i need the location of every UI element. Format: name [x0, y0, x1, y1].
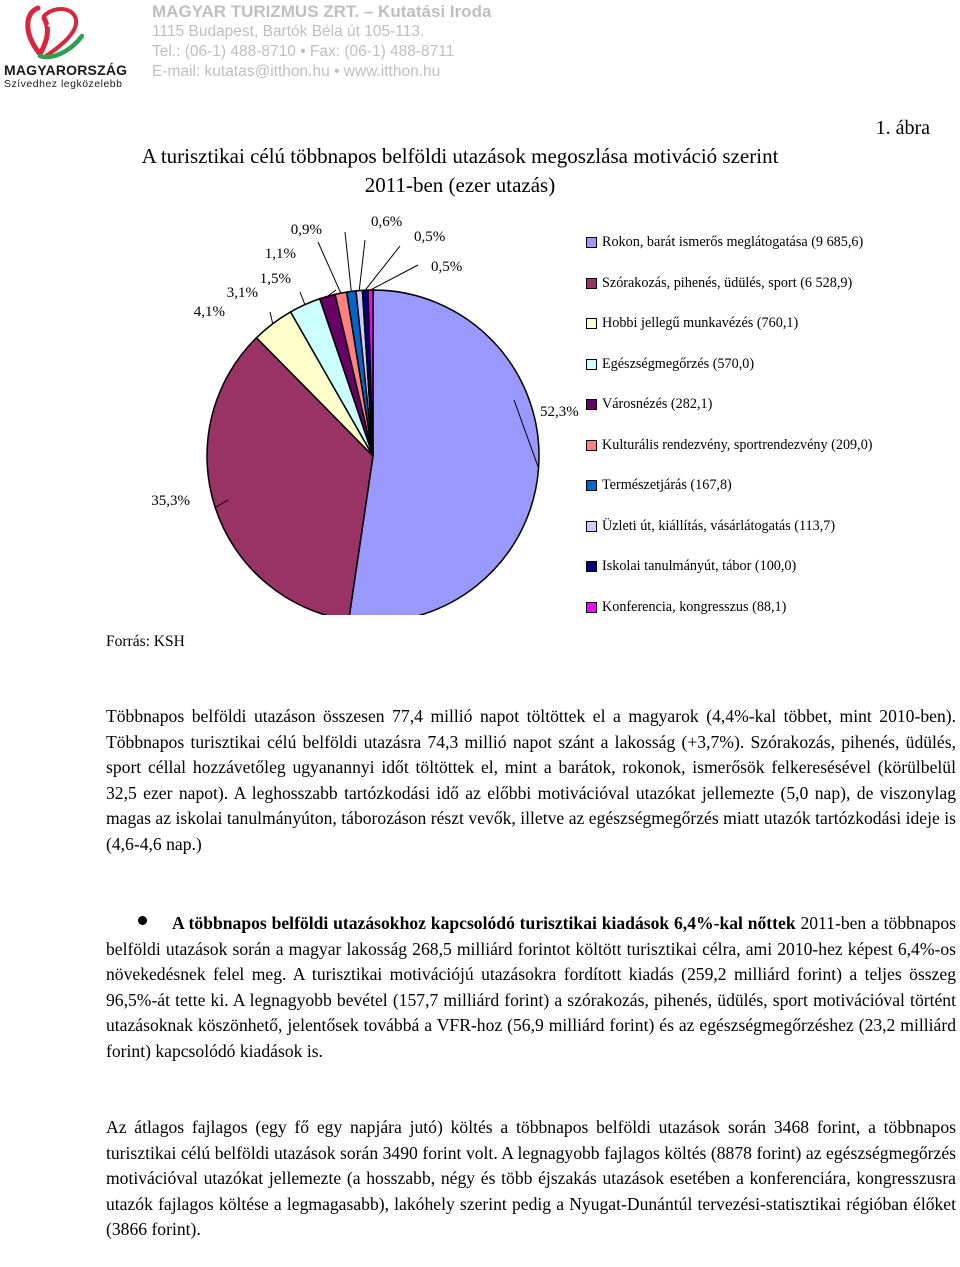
slice-percent-label: 0,5%: [431, 259, 463, 275]
leader-line: [359, 240, 365, 291]
paragraph-days: Többnapos belföldi utazáson összesen 77,4 millió napot töltöttek el a magyarok (4,4%-kal többet, mint 2010-ben). Többnapos turisztikai célú belföldi utazásra 74,3 millió napot szánt a lakosság (+3,7%). Szórakozás, pihenés, üdülés, sport céllal hozzávetőleg ugyanannyi időt töltöttek el, mint a barátok, rokonok, ismerősök felkeresésével (körülbelül 32,5 ezer napot). A leghosszabb tartózkodási idő az előbbi motivációval utazókat jellemezte (5,0 nap), de viszonylag magas az iskolai tanulmányúton, táborozáson részt vevők, illetve az egészségmegőrzés miatt utazók tartózkodási ideje is (4,6-4,6 nap.): [106, 706, 956, 854]
legend-swatch: [586, 399, 597, 410]
contact-block: [152, 2, 491, 82]
paragraph-spending-body: 2011-ben a többnapos belföldi utazások során a magyar lakosság 268,5 milliárd forintot költött turisztikai célra, ami 2010-hez képest 6,4%-os növekedésnek felel meg. A turisztikai motivációjú utazásokra fordított kiadás (259,2 milliárd forint) a teljes összeg 96,5%-át tette ki. A legnagyobb bevétel (157,7 milliárd forint) a szórakozás, pihenés, üdülés, sport motivációval történt utazásoknak köszönhető, jelentősek továbbá a VFR-hoz (56,9 milliárd forint) és az egészségmegőrzéshez (23,2 milliárd forint) kapcsolódó kiadások is.: [106, 913, 956, 1061]
figure-number: 1. ábra: [875, 117, 930, 139]
leader-line: [345, 232, 351, 291]
legend-swatch: [586, 237, 597, 248]
legend-swatch: [586, 278, 597, 289]
slice-percent-label: 52,3%: [540, 404, 579, 420]
legend-label: Hobbi jellegű munkavézés (760,1): [602, 315, 799, 331]
paragraph-spending-heading: A többnapos belföldi utazásokhoz kapcsolódó turisztikai kiadások 6,4%-kal nőttek: [172, 913, 796, 933]
legend-label: Egészségmegőrzés (570,0): [602, 355, 755, 372]
organization-name: MAGYAR TURIZMUS ZRT. – Kutatási Iroda: [152, 2, 492, 21]
document-header: [0, 0, 960, 95]
logo-tagline: Szívedhez legközelebb: [4, 78, 123, 90]
phone-line: Tel.: (06-1) 488-8710 • Fax: (06-1) 488-8711: [152, 43, 455, 60]
legend-label: Természetjárás (167,8): [602, 477, 732, 493]
legend-swatch: [586, 521, 597, 532]
leader-line: [318, 242, 341, 293]
leader-line: [300, 292, 305, 305]
slice-percent-label: 4,1%: [193, 304, 225, 320]
legend-label: Rokon, barát ismerős meglátogatása (9 685,6): [602, 234, 864, 250]
logo-wordmark: MAGYARORSZÁG: [4, 62, 128, 78]
paragraph-spending: [106, 911, 956, 1064]
slice-percent-label: 0,5%: [414, 229, 446, 245]
slice-percent-label: 35,3%: [151, 493, 190, 509]
email-line[interactable]: E-mail: kutatas@itthon.hu • www.itthon.hu: [152, 63, 441, 80]
legend-swatch: [586, 440, 597, 451]
legend-swatch: [586, 480, 597, 491]
slice-percent-label: 0,6%: [371, 214, 403, 230]
pie-slice: [349, 290, 539, 615]
legend-swatch: [586, 602, 597, 613]
legend-label: Konferencia, kongresszus (88,1): [602, 598, 787, 615]
slice-percent-label: 3,1%: [226, 285, 258, 301]
source-note: Forrás: KSH: [106, 633, 185, 650]
legend-label: Kulturális rendezvény, sportrendezvény (209,0): [602, 436, 873, 453]
legend-label: Szórakozás, pihenés, üdülés, sport (6 528,9): [602, 274, 853, 291]
legend-label: Iskolai tanulmányút, tábor (100,0): [602, 558, 797, 574]
slice-percent-label: 0,9%: [290, 222, 322, 238]
leader-line: [270, 312, 273, 324]
slice-percent-label: 1,5%: [259, 271, 291, 287]
legend-label: Városnézés (282,1): [602, 396, 713, 412]
legend-swatch: [586, 561, 597, 572]
chart-title: A turisztikai célú többnapos belföldi utazások megoszlása motiváció szerint 2011-ben (ezer utazás): [141, 144, 779, 197]
pie-chart: [0, 195, 600, 615]
slice-percent-label: 1,1%: [264, 246, 296, 262]
address-line: 1115 Budapest, Bartók Béla út 105-113.: [152, 23, 425, 40]
legend-label: Üzleti út, kiállítás, vásárlátogatás (113,7): [602, 517, 836, 534]
legend-swatch: [586, 318, 597, 329]
paragraph-average-spending: Az átlagos fajlagos (egy fő egy napjára jutó) költés a többnapos belföldi utazások során 3468 forint, a többnapos turisztikai célú belföldi utazások során 3490 forint volt. A legnagyobb fajlagos költés (8878 forint) az egészségmegőrzés motivációval utazókat jellemezte (a hosszabb, négy és több éjszakás utazások esetében a konferenciára, kongresszusra utazók fajlagos költése a legmagasabb), lakóhely szerint pedig a Nyugat-Dunántúl tervezési-statisztikai régióban élőket (3866 forint).: [106, 1117, 956, 1239]
legend-swatch: [586, 359, 597, 370]
leader-line: [371, 265, 419, 290]
